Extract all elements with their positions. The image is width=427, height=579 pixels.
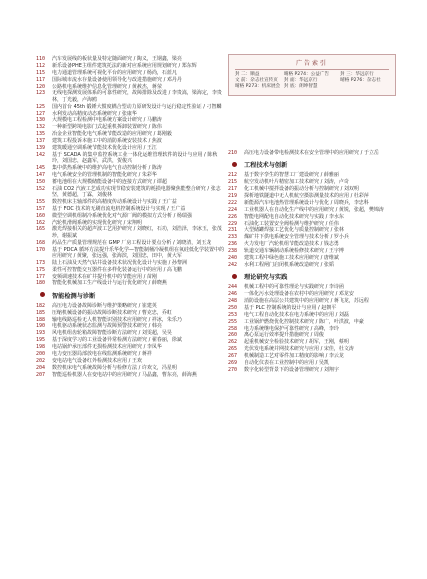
toc-page-number: 236: [228, 241, 238, 248]
toc-entry-title: 基于 PLC 控制系统的设计与应用 / 赵朝平: [244, 304, 337, 311]
toc-entry[interactable]: [228, 186, 396, 192]
ad-index-rows: [229, 72, 395, 91]
toc-entry[interactable]: [36, 365, 224, 371]
toc-entry[interactable]: [228, 207, 396, 213]
toc-page-number: 117: [36, 76, 46, 83]
toc-page-number: 125: [36, 103, 46, 110]
toc-page-number: 112: [36, 62, 46, 69]
toc-entry[interactable]: [36, 199, 224, 205]
toc-entry[interactable]: [36, 63, 224, 69]
toc-entry[interactable]: [228, 360, 396, 366]
toc-entry-title: 电力系统继电保护可靠性研究 / 高峰，李玲: [244, 325, 339, 332]
toc-entry[interactable]: [228, 326, 396, 332]
toc-page-number: 123: [36, 90, 46, 97]
toc-entry-title: 基于数字孪生的智慧工厂建设研究 / 薛雅丽: [244, 172, 339, 179]
toc-page-number: 185: [36, 309, 46, 316]
toc-page-number: 160: [36, 212, 46, 219]
toc-page-number: 255: [228, 318, 238, 325]
toc-entry-title: 基于深度学习的工业设备异常检测方法研究 / 翟春丽，徐斌: [52, 337, 182, 344]
toc-entry[interactable]: [228, 193, 396, 199]
toc-page-number: 267: [228, 353, 238, 360]
toc-entry-title: 数控机床主轴部件的高精度传动系统设计与实践 / 王广益: [52, 198, 177, 205]
toc-entry[interactable]: [228, 298, 396, 304]
toc-entry-title: 蓄电池组在大规模储能设备中的连接方式研究 / 谭超: [52, 178, 167, 185]
ad-index-row: [229, 84, 395, 90]
toc-entry[interactable]: [36, 260, 224, 266]
toc-entry[interactable]: [228, 312, 396, 318]
ad-index-title: 广告索引: [295, 60, 328, 67]
toc-page-number: 233: [228, 234, 238, 241]
toc-entry-title: 国际城市流水存量设备使用领导化与改进措施研究 / 邓丹丹: [52, 76, 182, 83]
toc-entry-title: 变频调速技术在矿井提升机中的节能应用 / 苗刚: [52, 273, 157, 280]
toc-entry-title: 石油化工装置安全阀检测与维护研究 / 任伟: [244, 220, 339, 227]
toc-page-number: 212: [228, 172, 238, 179]
toc-entry[interactable]: [36, 323, 224, 329]
toc-page-number: 258: [228, 325, 238, 332]
toc-entry[interactable]: [228, 221, 396, 227]
toc-entry-title: 航空发动机叶片精密加工技术研究 / 刘涛，卢奇: [244, 179, 349, 186]
toc-page-number: 238: [228, 248, 238, 255]
toc-entry[interactable]: [36, 330, 224, 336]
toc-entry-title: 电力变压器局部放电在线监测系统研究 / 蒋祥: [52, 350, 152, 357]
toc-entry[interactable]: [36, 138, 224, 144]
toc-entry-title: 柔性可控智能交互器件在多样化装备运行中的应用 / 高飞鹏: [52, 266, 182, 273]
toc-page-number: 155: [36, 198, 46, 205]
toc-page-number: 210: [228, 150, 238, 156]
toc-entry-title: 建筑工程中绿色施工技术应用研究 / 唐维斌: [244, 254, 339, 261]
toc-entry-title: 陆上石油及天然气钻井设备技术状况优化设计与实施 / 孙黎洲: [52, 259, 187, 266]
toc-entry-title: 探析地铁隧道中无人机航空摄影测量技术的应用 / 杜彩萍: [244, 192, 369, 199]
toc-entry-title: 机械工程中的可靠性理论与实践研究 / 李诗函: [244, 284, 344, 291]
toc-entry[interactable]: [36, 124, 224, 130]
toc-page-number: 130: [36, 117, 46, 124]
toc-entry[interactable]: [228, 346, 396, 352]
toc-entry-title: 大规模电工程检测中电系统方案设计研究 / 马鹏涛: [52, 117, 162, 124]
toc-entry[interactable]: [228, 179, 396, 185]
toc-entry-title: 电气系统安全的管理机制的智能化研究 / 朱彩华: [52, 171, 157, 178]
toc-page-number: 145: [36, 165, 46, 172]
toc-page-number: 165: [36, 226, 46, 233]
toc-entry[interactable]: [228, 255, 396, 261]
toc-entry-title: 起重机械安全检验技术研究 / 胡军，王刚，蔡明: [244, 339, 349, 346]
toc-page-number: 135: [36, 131, 46, 138]
toc-entry[interactable]: [228, 332, 396, 338]
toc-entry[interactable]: [36, 372, 224, 378]
toc-page-number: 147: [36, 171, 46, 178]
toc-entry[interactable]: [36, 310, 224, 316]
toc-page-number: 162: [36, 219, 46, 226]
toc-entry-title: 水利工程闸门启闭机系统改造研究 / 张韬: [244, 261, 334, 268]
toc-page-number: 226: [228, 213, 238, 220]
toc-entry[interactable]: [228, 248, 396, 254]
toc-entry[interactable]: [36, 186, 224, 199]
toc-entry[interactable]: [228, 227, 396, 233]
toc-page-number: 240: [228, 254, 238, 261]
toc-entry[interactable]: [36, 240, 224, 246]
toc-page-number: 110: [36, 56, 46, 62]
toc-entry[interactable]: [36, 152, 224, 165]
toc-page-number: 137: [36, 138, 46, 145]
toc-entry[interactable]: [36, 165, 224, 171]
ad-index-cell: 封 底：朗坤智慧: [283, 84, 318, 90]
toc-entry[interactable]: [36, 111, 224, 117]
toc-page-number: 175: [36, 266, 46, 273]
toc-page-number: 269: [228, 359, 238, 366]
toc-left-column: [36, 56, 224, 379]
toc-page-number: 246: [228, 291, 238, 298]
toc-entry-title: 机械制造工艺对零件加工精度的影响 / 李云龙: [244, 353, 344, 360]
toc-entry-title: 微型空调机组制冷系统优化对气源厂阀的模拟方式分析 / 杨瑞强: [52, 212, 192, 219]
toc-entry-title: 高压电力设备故障诊断与维护策略研究 / 崔建英: [52, 302, 157, 309]
ad-index-cell: 封 二：顺益: [235, 72, 260, 77]
toc-page-number: 204: [36, 364, 46, 371]
ad-index-cell: 封 面：华远京行: [283, 78, 318, 84]
toc-entry-title: 火力发电厂汽轮机组节能改造技术 / 钱志勇: [244, 241, 339, 248]
toc-entry[interactable]: [228, 150, 396, 156]
toc-entry[interactable]: [36, 70, 224, 76]
toc-entry-title: 智能电网配电自动化技术研究与实践 / 李水东: [244, 213, 344, 220]
toc-entry[interactable]: [36, 351, 224, 357]
toc-page-number: 207: [36, 371, 46, 378]
toc-page-number: 152: [36, 185, 46, 192]
toc-entry-title: 基于 PDCA 循环方法提升乐华化学—智能制桶冷凝机组在氧硅低化学装置中的应用研究 / 黄聚，张远强，张海滨，刘国忠，田中，黄大军: [52, 246, 224, 259]
ad-index-box: [228, 54, 396, 96]
toc-page-number: 195: [36, 337, 46, 344]
toc-entry-title: 风电机组齿轮箱故障智能诊断方法研究 / 刘雯超，吴昊: [52, 330, 172, 337]
ad-index-cell: [340, 84, 389, 90]
toc-entry-title: 压缩机械设备的振动故障诊断技术研究 / 曹克忠，乔虹: [52, 309, 172, 316]
toc-page-number: 219: [228, 192, 238, 199]
toc-entry[interactable]: [36, 56, 224, 62]
toc-page-number: 253: [228, 311, 238, 318]
toc-page-number: 168: [36, 239, 46, 246]
toc-entry[interactable]: [228, 214, 396, 220]
toc-entry[interactable]: [228, 291, 396, 297]
ad-index-divider: [235, 69, 389, 70]
toc-entry-title: 水利发动高精度动态系统研究 / 张康华: [52, 110, 137, 117]
toc-page-number: 242: [228, 261, 238, 268]
toc-page-number: 198: [36, 344, 46, 351]
toc-page-number: 132: [36, 124, 46, 131]
toc-entry[interactable]: [36, 358, 224, 364]
toc-entry[interactable]: [36, 247, 224, 260]
toc-entry[interactable]: [36, 131, 224, 137]
toc-entry-title: 药品生产质量管理规范在 GMP 厂房工程设计要点分析 / 刘晓清，刘玉龙: [52, 239, 212, 246]
toc-entry-title: 冶金企业智能化电气系统节能改造的应用研究 / 葛刚毅: [52, 131, 172, 138]
toc-entry-title: 电力通道管理系统可视化平台的应用研究 / 杨尚，石蓝凡: [52, 69, 177, 76]
toc-entry[interactable]: [36, 206, 224, 212]
toc-page-number: 200: [36, 350, 46, 357]
toc-right-continuation: [228, 150, 396, 374]
toc-entry[interactable]: [228, 172, 396, 178]
toc-page-number: 182: [36, 302, 46, 309]
ad-index-cell: 晴格 P273：机床展会: [235, 84, 281, 90]
toc-entry-title: 电机驱动系统状态监测与故障预警技术研究 / 韩亮: [52, 323, 162, 330]
toc-page-number: 260: [228, 332, 238, 339]
toc-section-heading: 理论研究与实践: [228, 272, 396, 281]
toc-entry-title: 变电站电气设备红外检测技术应用 / 王欢: [52, 357, 142, 364]
toc-entry-title: 国内首台 45th 锻锤大惯度耦合型动力原研发设计与运行稳定性验证 / 刁智麟: [52, 103, 222, 110]
toc-entry-title: 基于 SCADA 的集中监控系统工业一体化运维管理软件的设计与应用 / 陈秋玲，刘国忠，赵鑫军，武洪，贺俊兴: [52, 151, 218, 165]
toc-entry-title: 石油 CO2 汽液工艺成功实现节稳安装建筑的耗损电器聚焦能整合研究 / 张志坚，黄德超，丁霖，刘俊林: [52, 185, 221, 199]
toc-page-number: 142: [36, 151, 46, 158]
toc-entry[interactable]: [228, 367, 396, 373]
toc-entry-title: 建筑工程投诉本施工中的消防系统安装技术 / 焦波: [52, 138, 162, 145]
toc-section-heading: 智能检测与诊断: [36, 291, 224, 300]
toc-entry-title: 输电线路巡检无人机智能识别技术应用研究 / 祥冰，朱乐乃: [52, 316, 182, 323]
toc-entry-title: 数字化转型背景下的设备管理研究 / 刘翔宇: [244, 366, 339, 373]
toc-entry-title: 消防设施在高层公共建筑中的应用研究 / 蒋飞龙，苏远程: [244, 297, 369, 304]
toc-entry-title: 工业锅炉燃烧优化控制技术研究 / 陈广，叶洪波，申豪: [244, 318, 364, 325]
toc-page-number: 190: [36, 323, 46, 330]
toc-entry[interactable]: [36, 117, 224, 123]
toc-entry-title: 轨道交通车辆制动系统检修技术研究 / 王宇博: [244, 248, 344, 255]
toc-entry-title: 新能源汽车电池热管理系统设计与优化 / 周晓兵，李忠科: [244, 199, 369, 206]
toc-page-number: 150: [36, 178, 46, 185]
toc-entry-title: 智能化机械加工生产线设计与运行优化研究 / 薛晓燕: [52, 280, 167, 287]
toc-entry-title: 建筑暖通空调系统节能技术优化设计应用 / 王江: [52, 144, 157, 151]
toc-page-number: 127: [36, 110, 46, 117]
toc-entry[interactable]: [228, 319, 396, 325]
toc-entry[interactable]: [228, 262, 396, 268]
ad-index-cell: 文 前：杂志社宣传页: [235, 78, 278, 84]
toc-page-number: 120: [36, 83, 46, 90]
toc-entry[interactable]: [36, 104, 224, 110]
toc-entry[interactable]: [36, 77, 224, 83]
toc-entry[interactable]: [36, 172, 224, 178]
toc-entry[interactable]: [36, 145, 224, 151]
toc-entry-title: 公路机电系统维护信息化管理研究 / 黄赦杰，蒋荥: [52, 83, 162, 90]
toc-entry-title: 无线电探测发展体系的可靠性研究，故障排除及改进 / 李贵嵩，梁海定，李贵林，丁光毅，卢海鸥: [52, 90, 222, 103]
toc-entry-title: 电气工程自动化技术在电力系统中的应用 / 刘磊: [244, 311, 349, 318]
toc-entry[interactable]: [36, 84, 224, 90]
toc-entry[interactable]: [228, 284, 396, 290]
toc-page-number: 157: [36, 205, 46, 212]
toc-page-number: 215: [228, 179, 238, 186]
toc-entry[interactable]: [36, 280, 224, 286]
ad-index-cell: 晴格 P274：公益广告: [283, 72, 330, 77]
toc-entry[interactable]: [36, 344, 224, 350]
toc-entry[interactable]: [36, 337, 224, 343]
ad-index-cell: 封 三：华远京行: [340, 72, 374, 77]
toc-section-heading: 工程技术与创新: [228, 160, 396, 169]
toc-entry[interactable]: [36, 213, 224, 219]
toc-page-number: 231: [228, 227, 238, 234]
ad-index-cell: 晴格 P276：杂志社: [340, 78, 381, 84]
toc-entry-title: 光伏发电系统并网技术研究与应用 / 宋佳，杜文涛: [244, 346, 354, 353]
toc-page-number: 248: [228, 297, 238, 304]
toc-page-number: 262: [228, 339, 238, 346]
toc-page-number: 180: [36, 280, 46, 287]
toc-page-number: 229: [228, 220, 238, 227]
toc-entry-title: 化工机械中搅拌设备的振动分析与控制研究 / 刘双明: [244, 186, 359, 193]
toc-entry[interactable]: [36, 90, 224, 103]
toc-entry[interactable]: [36, 274, 224, 280]
toc-entry-title: 基于 FOC 技术的无刷直流电机控制系统设计与实现 / 王广益: [52, 205, 186, 212]
toc-entry-title: 一体化污水处理设备在农村中的应用研究 / 邓龙安: [244, 291, 354, 298]
toc-entry[interactable]: [36, 220, 224, 226]
toc-entry-title: 离心泵运行效率提升措施研究 / 周俊: [244, 332, 324, 339]
toc-entry[interactable]: [228, 200, 396, 206]
toc-page-number: 265: [228, 346, 238, 353]
toc-page-number: 217: [228, 186, 238, 193]
toc-page-number: 188: [36, 316, 46, 323]
toc-entry-title: 一种新型跨境电影门式起重机拆卸装置研究 / 陈伟: [52, 124, 162, 131]
toc-page-number: 250: [228, 304, 238, 311]
toc-entry-title: 汽轮机滑阀系统的实现优化研究 / 宋翔明: [52, 219, 142, 226]
toc-entry-title: 数控机床电气系统故障分析与检修方法 / 许欢文，冯星明: [52, 364, 177, 371]
toc-entry[interactable]: [36, 267, 224, 273]
toc-page-number: 244: [228, 284, 238, 291]
toc-entry-title: 大型储罐焊接工艺优化与质量控制研究 / 张林: [244, 227, 344, 234]
toc-page-number: 202: [36, 357, 46, 364]
toc-entry[interactable]: [228, 234, 396, 240]
toc-entry-title: 集中供热系统中的维护高电气自动控制分析 / 陈涛: [52, 165, 162, 172]
toc-page-number: 177: [36, 273, 46, 280]
toc-entry[interactable]: [36, 226, 224, 239]
toc-entry-title: 自动化仪表在工业控制中的应用 / 吴凯: [244, 359, 329, 366]
toc-entry[interactable]: [36, 317, 224, 323]
toc-entry[interactable]: [36, 303, 224, 309]
toc-page-number: 270: [228, 366, 238, 373]
toc-page-number: 224: [228, 206, 238, 213]
toc-entry[interactable]: [228, 241, 396, 247]
toc-entry-title: 智能巡检机器人在变电站中的应用研究 / 马晶鑫，曹东亮，薛海燕: [52, 371, 197, 378]
toc-entry[interactable]: [228, 305, 396, 311]
toc-entry[interactable]: [36, 179, 224, 185]
toc-entry-title: 工业机器人在自动化生产线中的应用研究 / 黄锐，张超，樊锦涛: [244, 206, 384, 213]
toc-entry-title: 汽车发展线的板状量及特定随面研究 / 陶义，王钢鑫，梁亮: [52, 56, 182, 62]
toc-entry[interactable]: [228, 353, 396, 359]
toc-entry[interactable]: [228, 339, 396, 345]
toc-entry-title: 煤矿井下供电系统安全管理与技术分析 / 罗小兵: [244, 234, 349, 241]
toc-entry-title: 激光焊接相关的超声波工艺用护研究 / 刘晓红，石功，刘浩泽，李冰玉，张茂珍，谢振斌: [52, 226, 222, 239]
toc-page-number: 193: [36, 330, 46, 337]
toc-page-number: 173: [36, 259, 46, 266]
toc-page-number: 139: [36, 144, 46, 151]
toc-page-number: 170: [36, 246, 46, 253]
toc-entry-title: 电站锅炉承压部件无损检测技术应用研究 / 李凤华: [52, 344, 162, 351]
toc-entry-title: 高压电力设备带电检测技术在安全管理中的应用研究 / 于立岳: [244, 150, 379, 156]
toc-page-number: 222: [228, 199, 238, 206]
toc-page-number: 115: [36, 69, 46, 76]
toc-entry-title: 新乐设备PHE主组件建筑托法的新对应系统应用规划研究 / 郑东辉: [52, 62, 197, 69]
